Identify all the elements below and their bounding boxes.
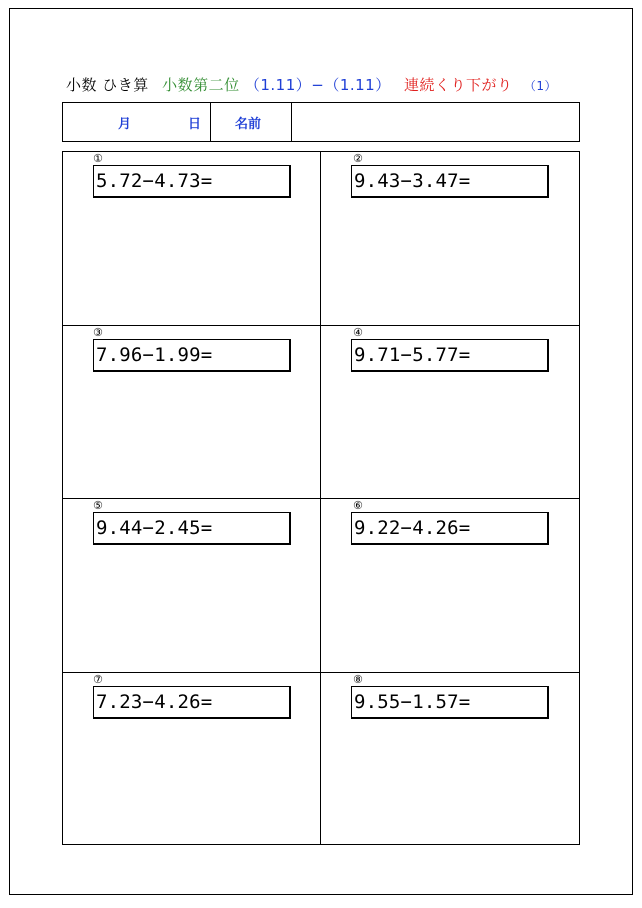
problem-expression: 9.71−5.77=	[351, 339, 549, 372]
name-label: 名前	[235, 117, 262, 132]
problem-expression: 7.96−1.99=	[93, 339, 291, 372]
problem-expression: 9.43−3.47=	[351, 165, 549, 198]
problem-expression: 9.22−4.26=	[351, 512, 549, 545]
problem-number: ②	[353, 152, 363, 165]
day-label: 日	[188, 117, 202, 132]
problem-cell	[63, 152, 321, 326]
problem-cell	[63, 326, 321, 500]
title-subject: 小数 ひき算	[66, 76, 149, 94]
problem-expression: 5.72−4.73=	[93, 165, 291, 198]
problem-cell	[321, 326, 579, 500]
problem-number: ⑥	[353, 499, 363, 512]
name-field[interactable]	[292, 103, 579, 141]
name-label-cell	[211, 103, 292, 141]
problem-expression: 7.23−4.26=	[93, 686, 291, 719]
problem-cell	[321, 152, 579, 326]
problem-expression: 9.44−2.45=	[93, 512, 291, 545]
title-format: （1.11）−（1.11）	[244, 76, 391, 94]
title-topic: 小数第二位	[162, 76, 240, 94]
problem-grid	[62, 151, 580, 845]
problem-number: ③	[93, 325, 103, 339]
student-info-header	[62, 102, 580, 142]
problem-cell	[63, 499, 321, 673]
month-label: 月	[118, 117, 132, 132]
problem-cell	[63, 673, 321, 846]
worksheet-title	[66, 74, 557, 96]
problem-number: ⑦	[93, 672, 103, 686]
problem-number: ①	[93, 152, 103, 165]
problem-cell	[321, 673, 579, 846]
problem-expression: 9.55−1.57=	[351, 686, 549, 719]
title-borrow: 連続くり下がり	[404, 76, 513, 94]
problem-number: ⑧	[353, 672, 363, 686]
problem-cell	[321, 499, 579, 673]
title-sheet-number: （1）	[523, 79, 557, 93]
problem-number: ⑤	[93, 499, 103, 512]
problem-number: ④	[353, 325, 363, 339]
date-field[interactable]	[63, 103, 211, 141]
